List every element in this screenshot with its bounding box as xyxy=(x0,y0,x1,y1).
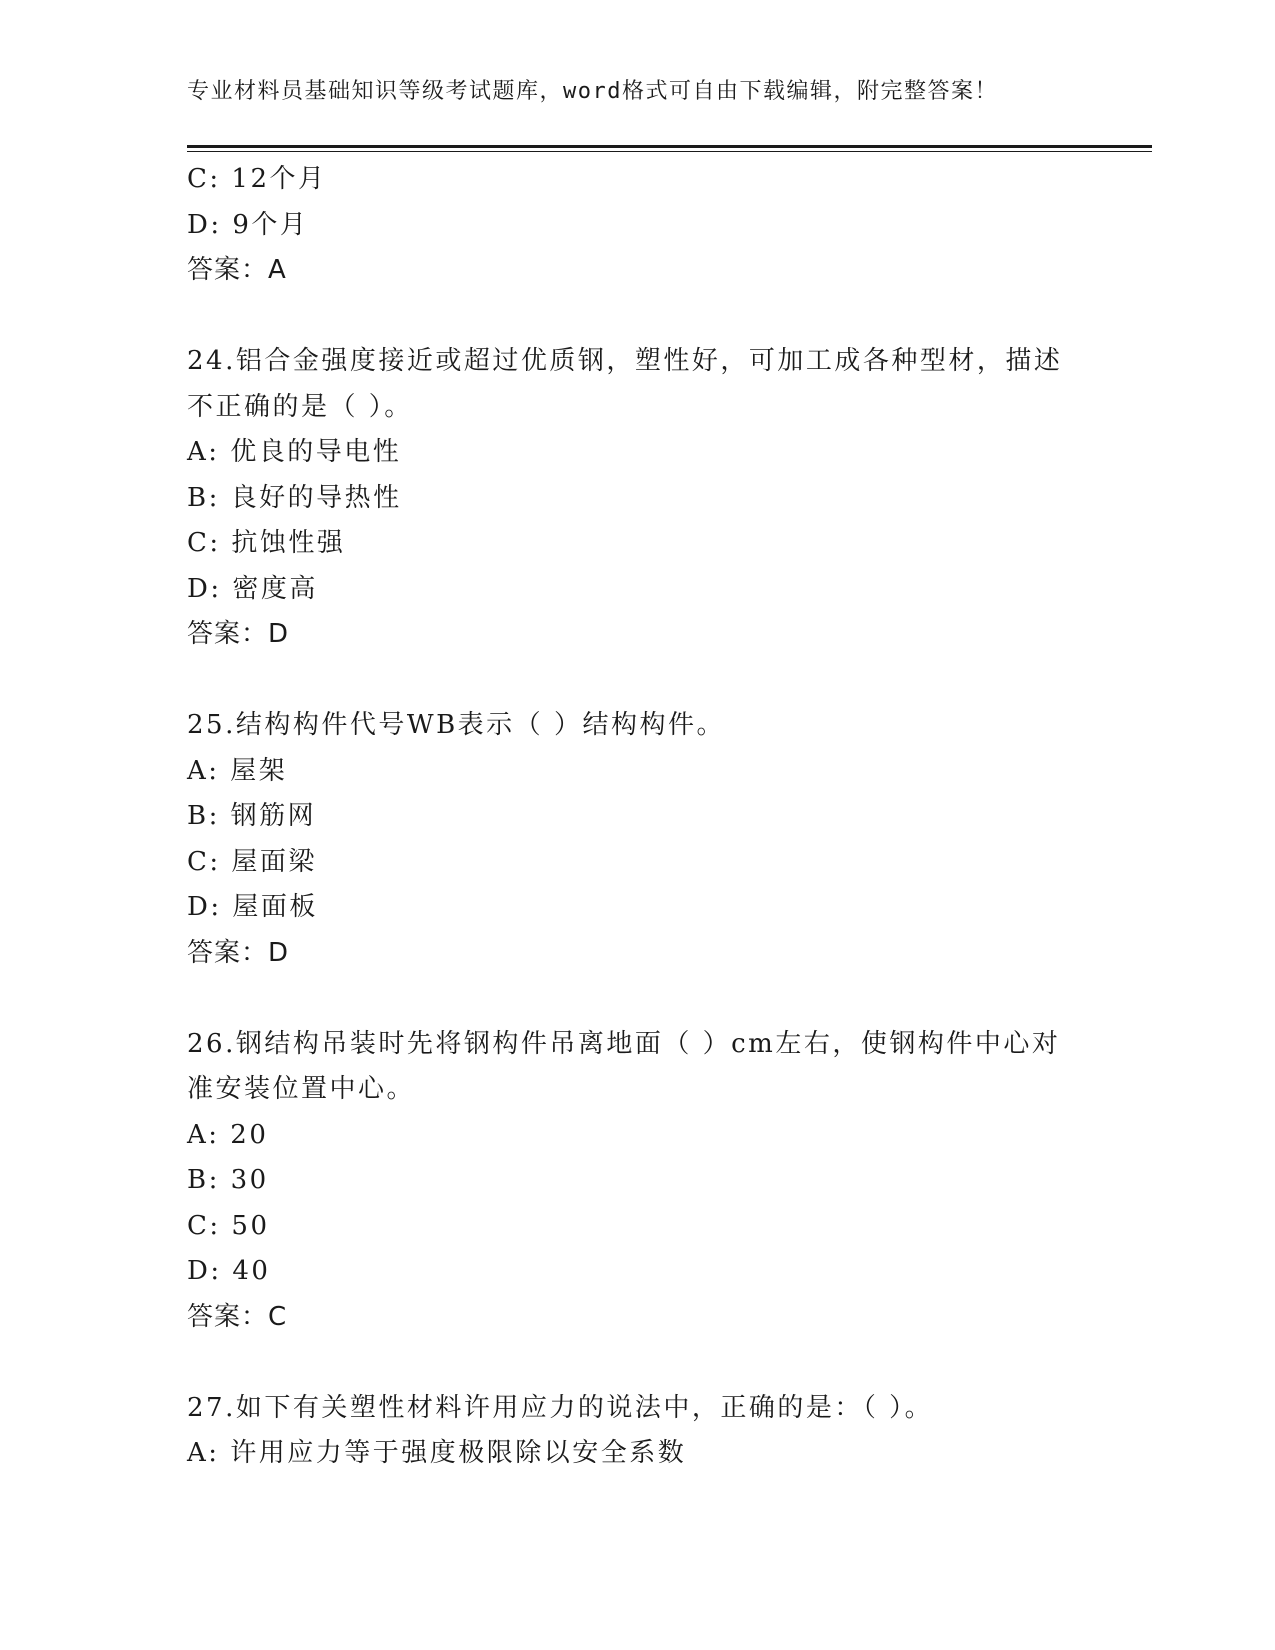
question-27 xyxy=(187,1386,1087,1477)
question-26 xyxy=(187,1022,1087,1341)
option-a: A: 优良的导电性 xyxy=(187,437,402,467)
question-25 xyxy=(187,703,1087,976)
answer-line: 答案：C xyxy=(187,1301,288,1332)
option-d: D: 40 xyxy=(187,1256,271,1286)
spacer xyxy=(187,976,1087,1022)
option-a: A: 20 xyxy=(187,1119,269,1150)
question-text: 26.钢结构吊装时先将钢构件吊离地面（ ）cm左右，使钢构件中心对 xyxy=(187,1028,1061,1059)
option-d: D: 屋面板 xyxy=(187,892,318,922)
header-rule-thick xyxy=(187,145,1152,148)
option-d: D: 密度高 xyxy=(187,573,318,604)
question-text: 准安装位置中心。 xyxy=(187,1074,416,1104)
question-text: 25.结构构件代号WB表示（ ）结构构件。 xyxy=(187,710,725,740)
option-c: C: 50 xyxy=(187,1210,270,1241)
option-b: B: 良好的导热性 xyxy=(187,482,402,513)
option-a: A: 屋架 xyxy=(187,755,288,786)
option-c: C: 12个月 xyxy=(187,164,327,194)
spacer xyxy=(187,1340,1087,1386)
option-a: A: 许用应力等于强度极限除以安全系数 xyxy=(187,1438,687,1468)
header-rule-thin xyxy=(187,151,1152,152)
question-text: 24.铝合金强度接近或超过优质钢，塑性好，可加工成各种型材，描述 xyxy=(187,346,1063,376)
option-b: B: 钢筋网 xyxy=(187,801,317,831)
option-d: D: 9个月 xyxy=(187,209,309,240)
option-b: B: 30 xyxy=(187,1165,269,1195)
question-text: 27.如下有关塑性材料许用应力的说法中，正确的是：（ ）。 xyxy=(187,1392,934,1423)
question-text: 不正确的是（ ）。 xyxy=(187,391,413,422)
answer-line: 答案：A xyxy=(187,255,287,285)
page-header: 专业材料员基础知识等级考试题库，word格式可自由下载编辑，附完整答案！ xyxy=(187,79,998,104)
answer-line: 答案：D xyxy=(187,619,290,649)
spacer xyxy=(187,658,1087,704)
question-23-continuation xyxy=(187,157,1087,294)
option-c: C: 抗蚀性强 xyxy=(187,528,346,558)
answer-line: 答案：D xyxy=(187,937,290,968)
spacer xyxy=(187,294,1087,340)
question-24 xyxy=(187,339,1087,658)
option-c: C: 屋面梁 xyxy=(187,846,317,877)
document-body xyxy=(187,157,1087,1477)
